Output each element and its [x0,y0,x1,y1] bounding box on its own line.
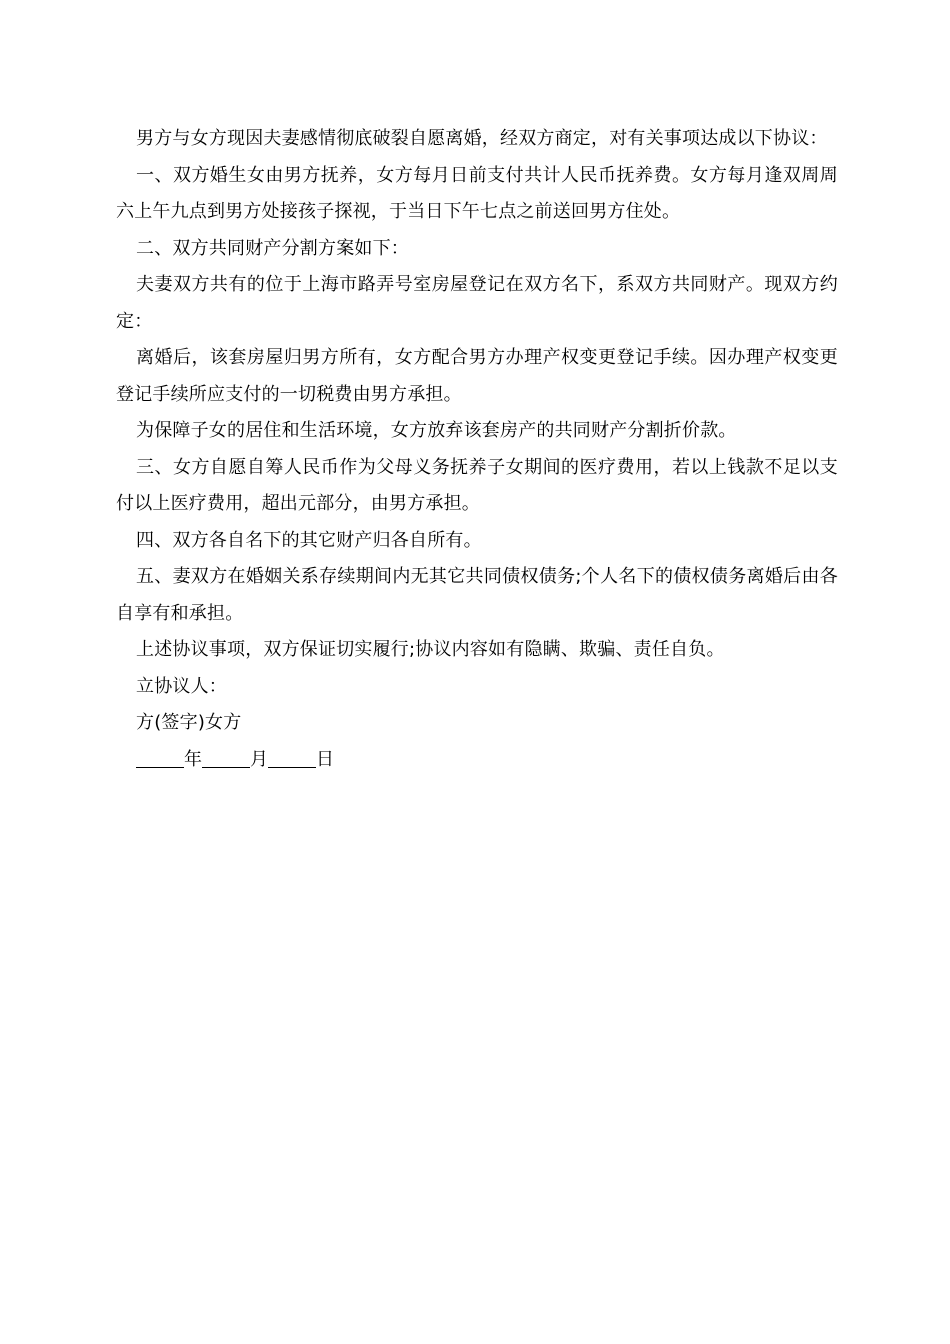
clause-2-heading: 二、双方共同财产分割方案如下： [136,237,409,259]
date-line [116,742,838,779]
month-label: 月 [250,748,268,770]
clause-5-debts: 五、妻双方在婚姻关系存续期间内无其它共同债权债务;个人名下的债权债务离婚后由各自享有和承担。 [116,566,838,624]
month-blank [202,749,250,768]
clause-1-custody: 一、双方婚生女由男方抚养，女方每月日前支付共计人民币抚养费。女方每月逢双周周六上午九点到男方处接孩子探视，于当日下午七点之前送回男方住处。 [116,164,838,222]
agreement-body [116,121,838,778]
clause-2-waiver: 为保障子女的居住和生活环境，女方放弃该套房产的共同财产分割折价款。 [136,420,737,441]
year-label: 年 [184,748,202,770]
clause-2-property: 夫妻双方共有的位于上海市路弄号室房屋登记在双方名下，系双方共同财产。现双方约定： [116,274,838,332]
signatories-label: 立协议人： [136,675,227,697]
clause-3-medical: 三、女方自愿自筹人民币作为父母义务抚养子女期间的医疗费用，若以上钱款不足以支付以上医疗费用，超出元部分，由男方承担。 [116,456,838,514]
intro-paragraph: 男方与女方现因夫妻感情彻底破裂自愿离婚，经双方商定，对有关事项达成以下协议： [136,128,828,149]
day-label: 日 [316,748,334,770]
day-blank [268,749,316,768]
year-blank [136,749,184,768]
performance-guarantee: 上述协议事项，双方保证切实履行;协议内容如有隐瞒、欺骗、责任自负。 [136,639,725,660]
clause-2-house-ownership: 离婚后，该套房屋归男方所有，女方配合男方办理产权变更登记手续。因办理产权变更登记手续所应支付的一切税费由男方承担。 [116,347,838,405]
signature-line: 方(签字)女方 [136,712,242,733]
clause-4-other-assets: 四、双方各自名下的其它财产归各自所有。 [136,529,482,551]
